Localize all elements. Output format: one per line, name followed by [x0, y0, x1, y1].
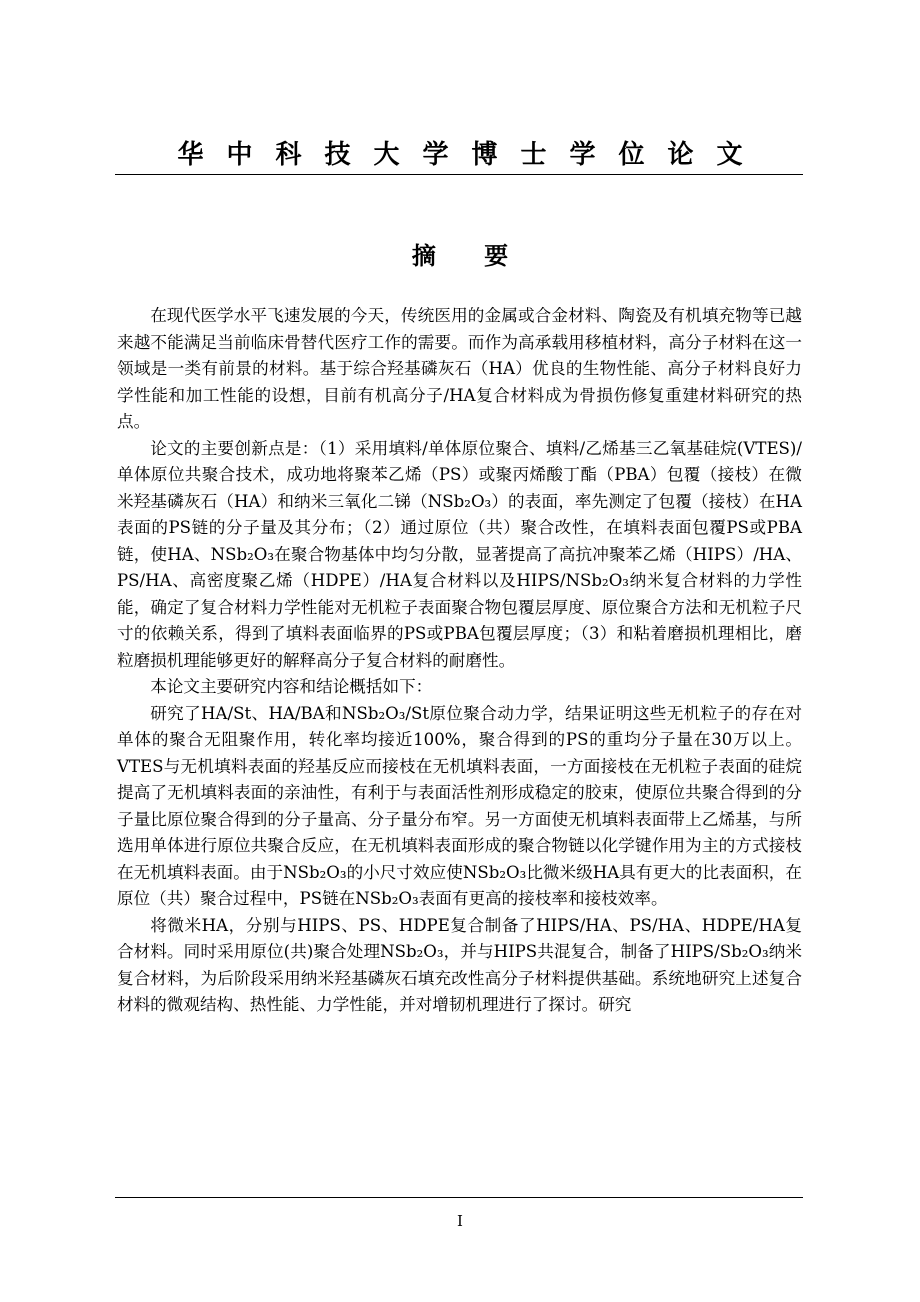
abstract-paragraph-4: 研究了HA/St、HA/BA和NSb₂O₃/St原位聚合动力学，结果证明这些无机粒子的存在对单体的聚合无阻聚作用，转化率均接近100%，聚合得到的PS的重均分子量在30万以上。VTES与无机填料表面的羟基反应而接枝在无机填料表面，一方面接枝在无机粒子表面的硅烷提高了无机填料表面的亲油性，有利于与表面活性剂形成稳定的胶束，使原位共聚合得到的分子量比原位聚合得到的分子量高、分子量分布窄。另一方面使无机填料表面带上乙烯基，与所选用单体进行原位共聚合反应，在无机填料表面形成的聚合物链以化学键作用为主的方式接枝在无机填料表面。由于NSb₂O₃的小尺寸效应使NSb₂O₃比微米级HA具有更大的比表面积，在原位（共）聚合过程中，PS链在NSb₂O₃表面有更高的接枝率和接枝效率。: [117, 703, 802, 908]
abstract-body: [117, 303, 802, 1019]
abstract-paragraph-2: 论文的主要创新点是：（1）采用填料/单体原位聚合、填料/乙烯基三乙氧基硅烷(VTES)/单体原位共聚合技术，成功地将聚苯乙烯（PS）或聚丙烯酸丁酯（PBA）包覆（接枝）在微米羟基磷灰石（HA）和纳米三氧化二锑（NSb₂O₃）的表面，率先测定了包覆（接枝）在HA表面的PS链的分子量及其分布；（2）通过原位（共）聚合改性，在填料表面包覆PS或PBA链，使HA、NSb₂O₃在聚合物基体中均匀分散，显著提高了高抗冲聚苯乙烯（HIPS）/HA、PS/HA、高密度聚乙烯（HDPE）/HA复合材料以及HIPS/NSb₂O₃纳米复合材料的力学性能，确定了复合材料力学性能对无机粒子表面聚合物包覆层厚度、原位聚合方法和无机粒子尺寸的依赖关系，得到了填料表面临界的PS或PBA包覆层厚度；（3）和粘着磨损机理相比，磨粒磨损机理能够更好的解释高分子复合材料的耐磨性。: [117, 438, 802, 670]
thesis-header-title: 华中科技大学博士学位论文: [177, 140, 766, 170]
abstract-paragraph-1: 在现代医学水平飞速发展的今天，传统医用的金属或合金材料、陶瓷及有机填充物等已越来越不能满足当前临床骨替代医疗工作的需要。而作为高承载用移植材料，高分子材料在这一领域是一类有前景的材料。基于综合羟基磷灰石（HA）优良的生物性能、高分子材料良好力学性能和加工性能的设想，目前有机高分子/HA复合材料成为骨损伤修复重建材料研究的热点。: [117, 306, 802, 431]
header-divider: [115, 174, 803, 175]
abstract-paragraph-3: 本论文主要研究内容和结论概括如下：: [150, 677, 433, 696]
abstract-paragraph-5: 将微米HA，分别与HIPS、PS、HDPE复合制备了HIPS/HA、PS/HA、HDPE/HA复合材料。同时采用原位(共)聚合处理NSb₂O₃，并与HIPS共混复合，制备了HIPS/Sb₂O₃纳米复合材料，为后阶段采用纳米羟基磷灰石填充改性高分子材料提供基础。系统地研究上述复合材料的微观结构、热性能、力学性能，并对增韧机理进行了探讨。研究: [117, 915, 802, 1014]
abstract-title: 摘 要: [411, 242, 509, 270]
footer-divider: [115, 1197, 803, 1198]
page-number: I: [457, 1212, 463, 1230]
